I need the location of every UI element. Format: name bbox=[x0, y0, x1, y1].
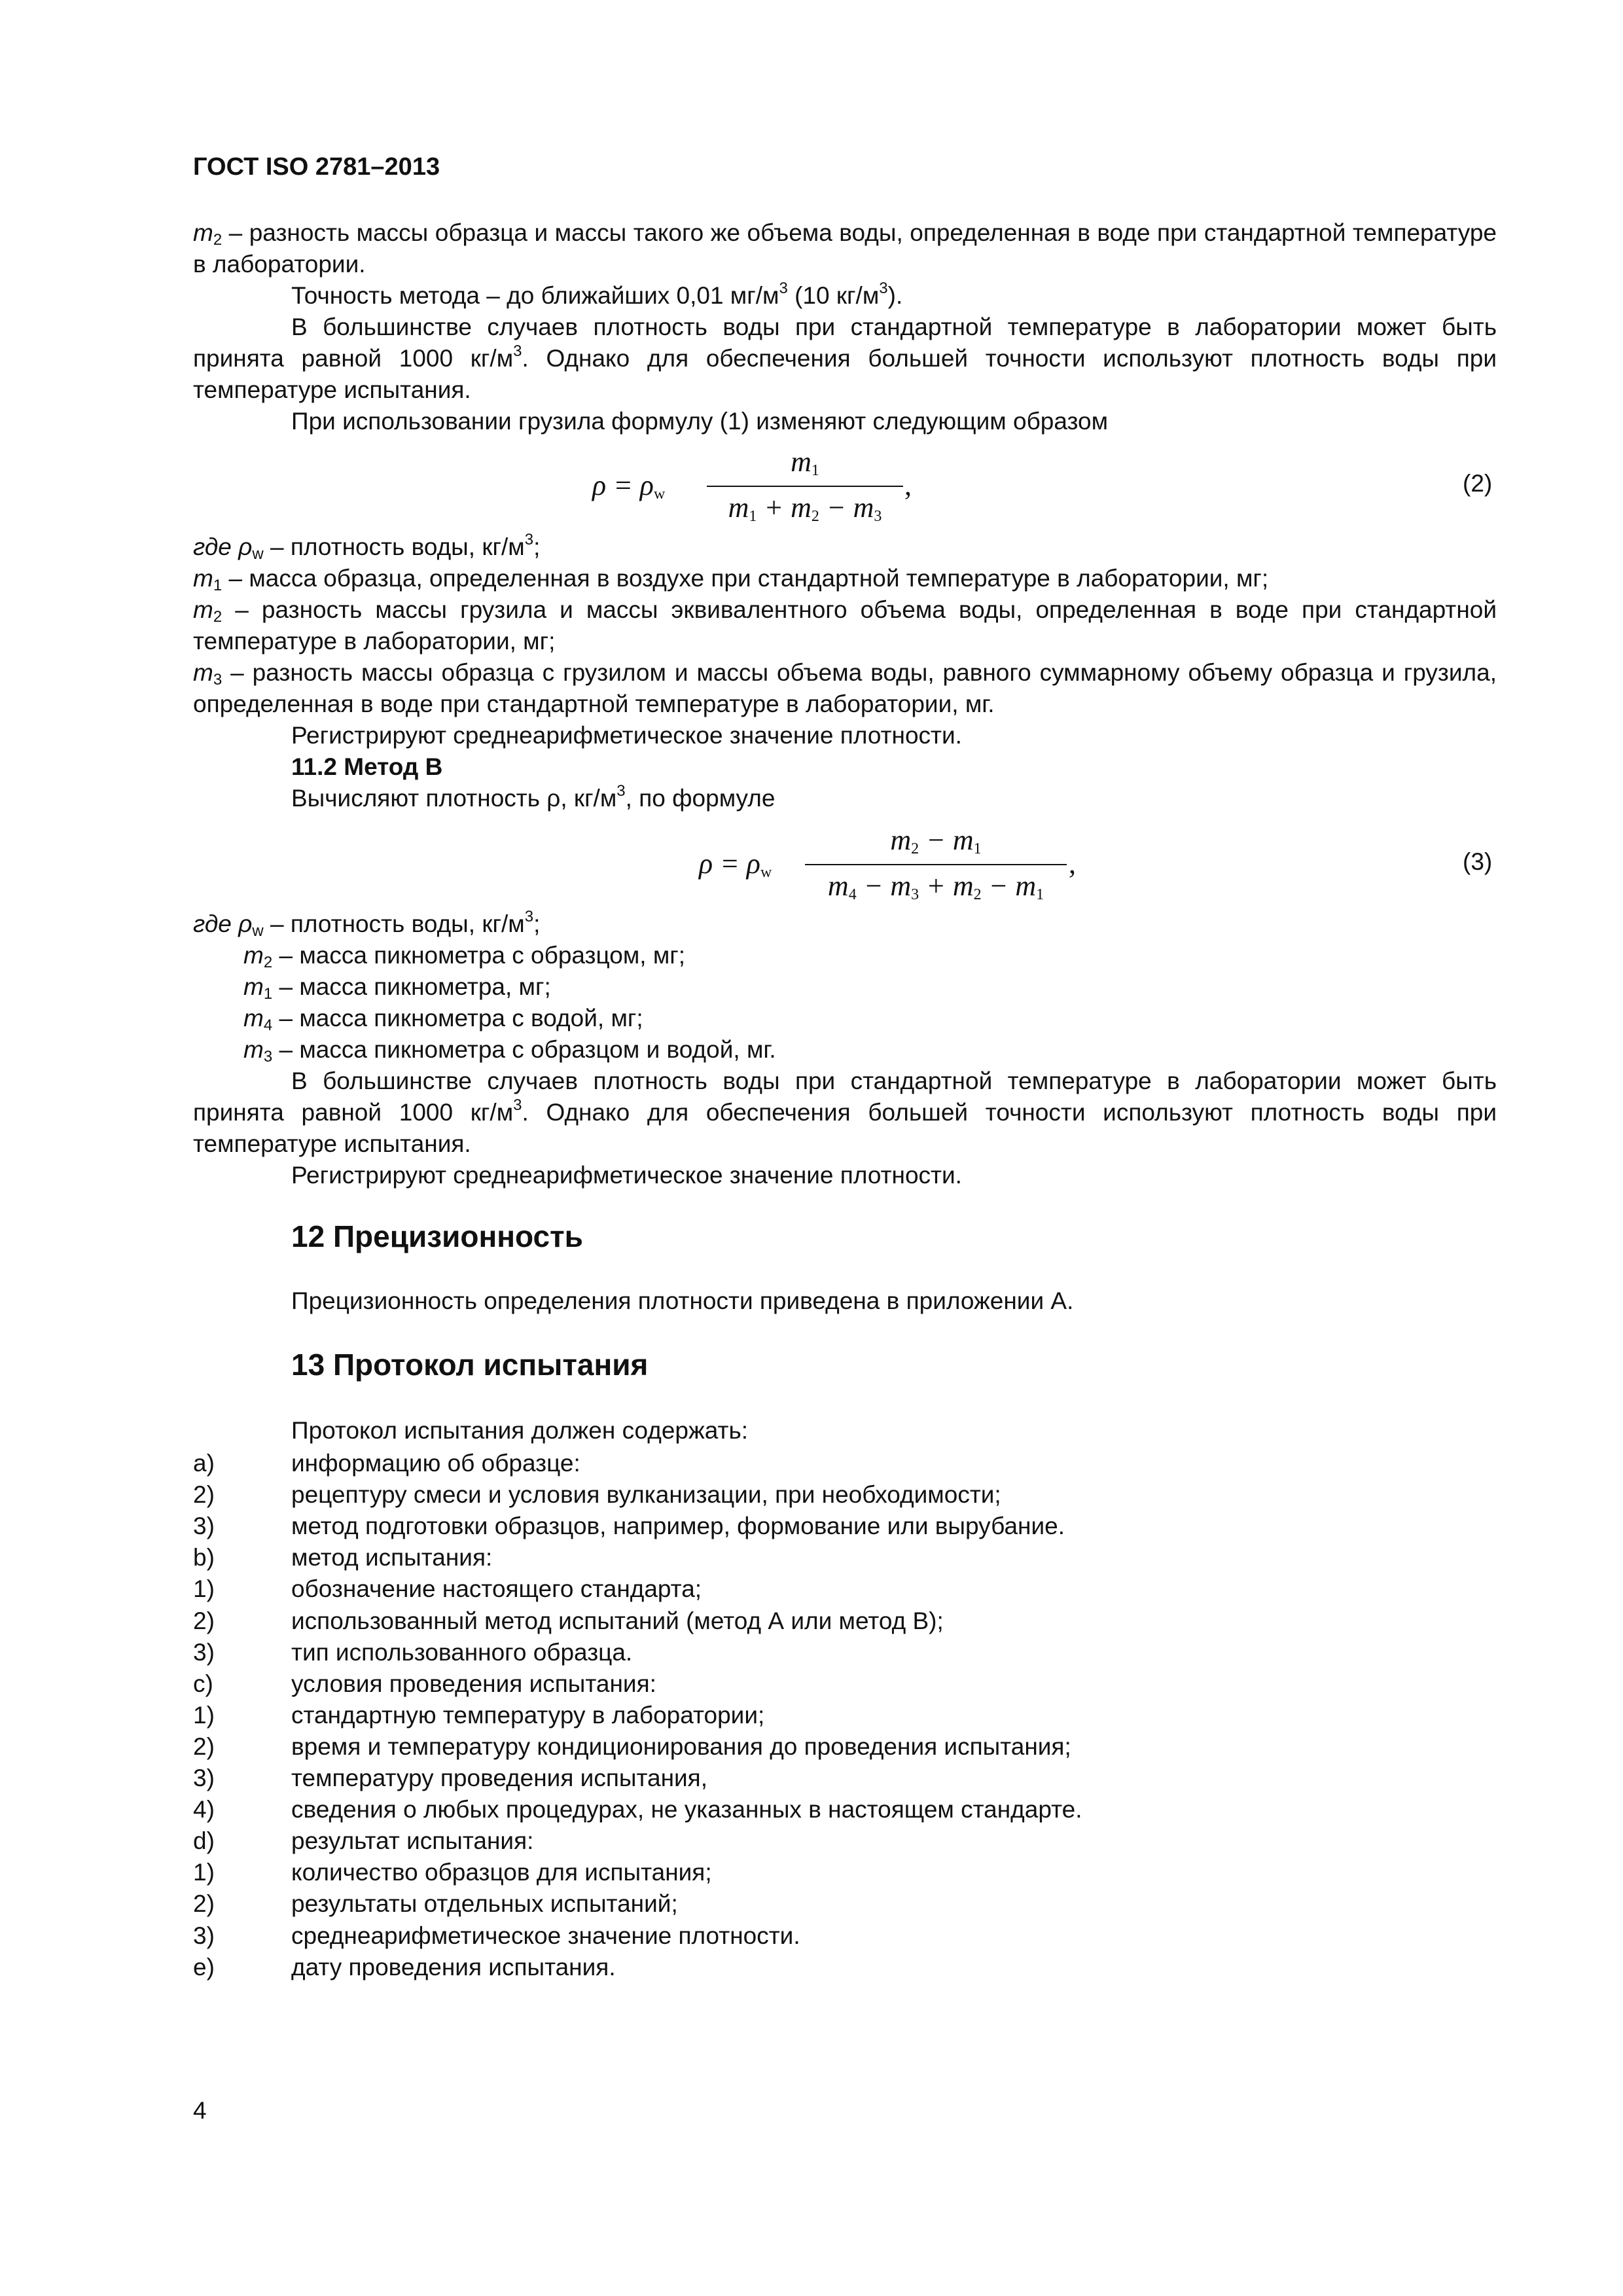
list-item-marker: 3) bbox=[193, 1765, 215, 1791]
list-item-marker: 1) bbox=[193, 1575, 215, 1602]
list-item: информацию об образце: bbox=[291, 1450, 580, 1477]
list-item: метод подготовки образцов, например, формование или вырубание. bbox=[291, 1513, 1065, 1539]
list-item-marker: e) bbox=[193, 1954, 215, 1981]
paragraph-precision: Прецизионность определения плотности приведена в приложении А. bbox=[291, 1287, 1074, 1314]
paragraph-register-1: Регистрируют среднеарифметическое значение плотности. bbox=[291, 722, 962, 749]
list-item: обозначение настоящего стандарта; bbox=[291, 1575, 702, 1602]
paragraph-protocol-intro: Протокол испытания должен содержать: bbox=[291, 1417, 749, 1444]
list-item: дату проведения испытания. bbox=[291, 1954, 616, 1981]
list-item-marker: 2) bbox=[193, 1607, 215, 1634]
formula-3-number: (3) bbox=[1463, 848, 1493, 875]
list-item: результат испытания: bbox=[291, 1827, 534, 1854]
list-item-marker: 3) bbox=[193, 1513, 215, 1539]
document-page: ГОСТ ISO 2781–2013 $m_2$ – разность массы образца и массы такого же объема воды, определенная в воде при стандартной температуре в лаборатории. Точность метода – до ближайших 0,01 $мг/м^3$ (10 $кг/м^3$). В большинстве случаев плотность воды при стандартной температуре в лаборатории может быть принята равной 1000 $кг/м^3$. Однако для обеспечения большей точности используют плотность воды при температуре испытания. При использовании грузила формулу (1) изменяют следующим образом $\rho = \rho_w$ $m_1$ $m_1 + m_2 - m_3$ , (2) где $\rho_w$ – плотность воды, $кг/м^3$; $m_1$ – масса образца, определенная в воздухе при стандартной температуре в лаборатории, мг; $m_2$ – разность массы грузила и массы эквивалентного объема воды, определенная в воде при стандартной температуре в лаборатории, мг; $m_3$ – разность массы образца с грузилом и массы объема воды, равного суммарному объему образца и грузила, определенная в воде при стандартной температуре в лаборатории, мг. Регистрируют среднеарифметическое значение плотности. 11.2 Метод В Вычисляют плотность ρ, $кг/м^3$, по формуле $\rho = \rho_w$ $m_2 - m_1$ $m_4 - m_3 + m_2 - m_1$ , (3) где $\rho_w$ – плотность воды, $кг/м^3$; $m_2$ – масса пикнометра с образцом, мг; $m_1$ – масса пикнометра, мг; $m_4$ – масса пикнометра с водой, мг; $m_3$ – масса пикнометра с образцом и водой, мг. В большинстве случаев плотность воды при стандартной температуре в лаборатории может быть принята равной 1000 $кг/м^3$. Однако для обеспечения большей точности используют плотность воды при температуре испытания. Регистрируют среднеарифметическое значение плотности. 12 Прецизионность Прецизионность определения плотности приведена в приложении А. 13 Протокол испытания Протокол испытания должен содержать: a) информацию об образце: 2) рецептуру смеси и условия вулканизации, при необходимости; 3) метод подготовки образцов, например, формование или вырубание. b) метод испытания: 1) обозначение настоящего стандарта; 2) использованный метод испытаний (метод А или метод В); 3) тип использованного образца. c) условия проведения испытания: 1) стандартную температуру в лаборатории; 2) время и температуру кондиционирования до проведения испытания; 3) температуру проведения испытания, 4) сведения о любых процедурах, не указанных в настоящем стандарте. d) результат испытания: 1) количество образцов для испытания; 2) результаты отдельных испытаний; 3) среднеарифметическое значение плотности. e) дату проведения испытания. 4 bbox=[193, 153, 1497, 2124]
def3-m4: $m_4$ – масса пикнометра с водой, мг; bbox=[243, 1005, 643, 1034]
def3-m2: $m_2$ – масса пикнометра с образцом, мг; bbox=[243, 942, 686, 971]
def2-m3: $m_3$ – разность массы образца с грузилом и массы объема воды, равного суммарному объему образца и грузила, определенная в воде при стандартной температуре в лаборатории, мг. bbox=[193, 659, 1497, 717]
formula-2-comma: , bbox=[904, 469, 912, 501]
page-number: 4 bbox=[193, 2097, 207, 2124]
list-item-marker: 4) bbox=[193, 1796, 215, 1823]
list-item-marker: 2) bbox=[193, 1481, 215, 1508]
list-item-marker: d) bbox=[193, 1827, 215, 1854]
def3-rho-w: где $\rho_w$ – плотность воды, $кг/м^3$; bbox=[193, 908, 541, 940]
paragraph-calc-density: Вычисляют плотность ρ, $кг/м^3$, по формуле bbox=[291, 782, 776, 812]
list-item: сведения о любых процедурах, не указанных в настоящем стандарте. bbox=[291, 1796, 1082, 1823]
list-item: использованный метод испытаний (метод А или метод В); bbox=[291, 1607, 944, 1634]
list-item-marker: 2) bbox=[193, 1890, 215, 1917]
list-item: рецептуру смеси и условия вулканизации, при необходимости; bbox=[291, 1481, 1001, 1508]
list-item: тип использованного образца. bbox=[291, 1639, 633, 1666]
paragraph-water-density-1: В большинстве случаев плотность воды при стандартной температуре в лаборатории может быть принята равной 1000 $кг/м^3$. Однако для обеспечения большей точности используют плотность воды при температуре испытания. bbox=[193, 314, 1497, 403]
formula-3-lhs: ρ = ρ bbox=[699, 848, 760, 880]
list-item-marker: 3) bbox=[193, 1922, 215, 1949]
list-item-marker: 1) bbox=[193, 1859, 215, 1886]
list-item: среднеарифметическое значение плотности. bbox=[291, 1922, 800, 1949]
document-header: ГОСТ ISO 2781–2013 bbox=[193, 153, 440, 181]
list-item-marker: 2) bbox=[193, 1733, 215, 1760]
paragraph-accuracy: Точность метода – до ближайших 0,01 $мг/м^3$ (10 $кг/м^3$). bbox=[291, 279, 903, 309]
formula-3-comma: , bbox=[1069, 848, 1076, 880]
list-item: метод испытания: bbox=[291, 1544, 493, 1571]
paragraph-register-2: Регистрируют среднеарифметическое значение плотности. bbox=[291, 1162, 962, 1189]
list-item: температуру проведения испытания, bbox=[291, 1765, 707, 1791]
list-item: стандартную температуру в лаборатории; bbox=[291, 1702, 765, 1729]
formula-2-lhs: ρ = ρ bbox=[592, 469, 654, 501]
formula-2-fraction: $m_1$ $m_1 + m_2 - m_3$ bbox=[707, 445, 903, 530]
list-item-marker: 1) bbox=[193, 1702, 215, 1729]
def2-rho-w: где $\rho_w$ – плотность воды, $кг/м^3$; bbox=[193, 531, 541, 563]
list-item-marker: 3) bbox=[193, 1639, 215, 1666]
def3-m3: $m_3$ – масса пикнометра с образцом и водой, мг. bbox=[243, 1036, 776, 1066]
list-item-marker: c) bbox=[193, 1670, 213, 1697]
paragraph-water-density-2: В большинстве случаев плотность воды при стандартной температуре в лаборатории может быть принята равной 1000 $кг/м^3$. Однако для обеспечения большей точности используют плотность воды при температуре испытания. bbox=[193, 1067, 1497, 1157]
def2-m1: $m_1$ – масса образца, определенная в воздухе при стандартной температуре в лаборатории, мг; bbox=[193, 565, 1269, 594]
list-item: количество образцов для испытания; bbox=[291, 1859, 712, 1886]
def3-m1: $m_1$ – масса пикнометра, мг; bbox=[243, 973, 551, 1003]
section-heading-12: 12 Прецизионность bbox=[291, 1219, 583, 1253]
formula-3: $\rho = \rho_w$ bbox=[699, 848, 772, 881]
list-item: условия проведения испытания: bbox=[291, 1670, 656, 1697]
list-item: время и температуру кондиционирования до проведения испытания; bbox=[291, 1733, 1071, 1760]
paragraph-sinker-intro: При использовании грузила формулу (1) изменяют следующим образом bbox=[291, 408, 1109, 435]
def2-m2: $m_2$ – разность массы грузила и массы эквивалентного объема воды, определенная в воде при стандартной температуре в лаборатории, мг; bbox=[193, 596, 1497, 655]
list-item-marker: a) bbox=[193, 1450, 215, 1477]
formula-2-number: (2) bbox=[1463, 470, 1493, 497]
paragraph-m2-definition: $m_2$ – разность массы образца и массы такого же объема воды, определенная в воде при стандартной температуре в лаборатории. bbox=[193, 219, 1497, 278]
subsection-heading-11-2: 11.2 Метод В bbox=[291, 753, 443, 780]
list-item-marker: b) bbox=[193, 1544, 215, 1571]
section-heading-13: 13 Протокол испытания bbox=[291, 1348, 649, 1382]
formula-2: $\rho = \rho_w$ bbox=[592, 469, 666, 503]
list-item: результаты отдельных испытаний; bbox=[291, 1890, 678, 1917]
